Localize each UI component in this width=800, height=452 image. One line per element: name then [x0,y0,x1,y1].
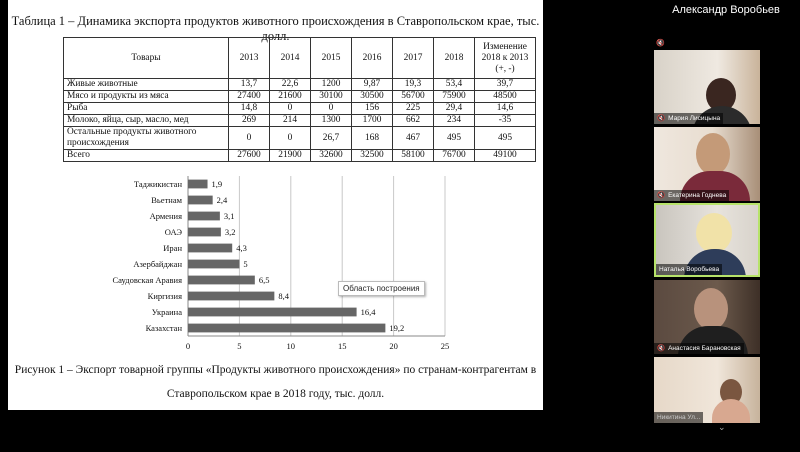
table-cell-value: 156 [352,103,393,115]
table-cell-value: 662 [393,115,434,127]
table-cell-value: 13,7 [229,79,270,91]
table-row [64,91,536,103]
plot-area-tooltip: Область построения [338,281,425,296]
participant-face [696,213,732,253]
table-cell-goods: Остальные продукты животного происхождения [64,127,229,150]
category-label: Казахстан [145,323,182,333]
participant-name-label: 🔇 Анастасия Барановская [654,343,744,354]
x-tick-label: 10 [286,341,296,351]
data-label: 1,9 [211,179,223,189]
participant-face [696,133,730,175]
table-row [64,115,536,127]
participant-tile-5[interactable] [654,357,760,423]
table-cell-value: 1300 [311,115,352,127]
table-header-row [64,38,536,79]
bar [188,260,239,269]
participant-tile-2[interactable] [654,127,760,201]
table-cell-value: 32500 [352,150,393,162]
participant-tile-3-active-speaker[interactable] [654,203,760,277]
bar [188,244,232,253]
participant-name-label: Никитина Ул... [654,412,703,423]
bar [188,196,213,205]
table-cell-value: 22,6 [270,79,311,91]
participant-name-label: 🔇 Мария Лисицына [654,113,723,124]
table-cell-value: 30500 [352,91,393,103]
table-cell-value: 26,7 [311,127,352,150]
header-2013: 2013 [229,38,270,79]
table-cell-goods: Рыба [64,103,229,115]
category-label: Украина [151,307,182,317]
table-cell-value: 30100 [311,91,352,103]
data-label: 19,2 [389,323,405,333]
table-cell-value: 0 [270,103,311,115]
category-label: Саудовская Аравия [112,275,182,285]
header-2018: 2018 [434,38,475,79]
table-cell-value: 19,3 [393,79,434,91]
table-cell-value: 495 [434,127,475,150]
table-cell-value: 21600 [270,91,311,103]
table-cell-value: 29,4 [434,103,475,115]
data-label: 8,4 [278,291,289,301]
chevron-down-icon[interactable]: ⌄ [718,423,726,433]
participant-name-label: Наталья Воробьева [656,264,722,275]
bar [188,212,220,221]
shared-document [8,0,543,410]
header-2014: 2014 [270,38,311,79]
muted-mic-icon: 🔇 [657,344,666,352]
table-cell-value: 32600 [311,150,352,162]
table-cell-goods: Мясо и продукты из мяса [64,91,229,103]
category-label: ОАЭ [164,227,182,237]
muted-mic-icon: 🔇 [657,114,666,122]
table-row [64,150,536,162]
x-tick-label: 15 [337,341,347,351]
table-cell-value: 1700 [352,115,393,127]
participant-tile-1[interactable] [654,50,760,124]
table-cell-value: 168 [352,127,393,150]
category-label: Армения [149,211,182,221]
table-cell-goods: Молоко, яйца, сыр, масло, мед [64,115,229,127]
bar [188,292,274,301]
export-table [63,37,536,162]
category-label: Вьетнам [151,195,182,205]
table-caption: Таблица 1 – Динамика экспорта продуктов животного происхождения в Ставропольском крае, тыс. долл. [11,14,540,43]
header-2017: 2017 [393,38,434,79]
export-bar-chart [8,172,543,360]
header-goods: Товары [64,38,229,79]
table-cell-value: 14,8 [229,103,270,115]
table-cell-value: 234 [434,115,475,127]
table-cell-value: -35 [475,115,536,127]
bar [188,324,385,333]
table-cell-value: 21900 [270,150,311,162]
table-row [64,103,536,115]
data-label: 5 [243,259,248,269]
table-cell-value: 58100 [393,150,434,162]
header-2015: 2015 [311,38,352,79]
table-cell-value: 53,4 [434,79,475,91]
bar [188,308,357,317]
host-name: Александр Воробьев [672,4,780,16]
x-tick-label: 25 [440,341,450,351]
table-cell-value: 49100 [475,150,536,162]
table-cell-value: 9,87 [352,79,393,91]
table-cell-value: 27400 [229,91,270,103]
table-row [64,79,536,91]
table-row [64,127,536,150]
figure-caption-line1: Рисунок 1 – Экспорт товарной группы «Продукты животного происхождения» по странам-контрагентам в [14,364,537,376]
muted-mic-icon: 🔇 [656,39,665,47]
data-label: 2,4 [216,195,228,205]
table-cell-goods: Живые животные [64,79,229,91]
header-change: Изменение 2018 к 2013 (+, -) [475,38,536,79]
video-participants-panel [652,0,800,452]
table-cell-value: 495 [475,127,536,150]
category-label: Азербайджан [133,259,182,269]
data-label: 4,3 [236,243,247,253]
data-label: 16,4 [360,307,376,317]
table-cell-value: 0 [311,103,352,115]
header-2016: 2016 [352,38,393,79]
table-cell-value: 0 [270,127,311,150]
muted-mic-icon: 🔇 [657,191,666,199]
bar [188,180,208,189]
table-cell-value: 14,6 [475,103,536,115]
x-tick-label: 5 [237,341,242,351]
table-cell-value: 48500 [475,91,536,103]
table-cell-value: 225 [393,103,434,115]
table-cell-value: 0 [229,127,270,150]
table-cell-value: 75900 [434,91,475,103]
table-cell-value: 39,7 [475,79,536,91]
table-cell-value: 76700 [434,150,475,162]
bar [188,276,255,285]
table-cell-value: 269 [229,115,270,127]
table-cell-value: 214 [270,115,311,127]
participant-name-label: 🔇 Екатерина Годнева [654,190,729,201]
data-label: 3,1 [223,211,235,221]
x-tick-label: 0 [185,341,191,351]
x-tick-label: 20 [389,341,398,351]
bar [188,228,221,237]
participant-tile-4[interactable] [654,280,760,354]
data-label: 6,5 [258,275,270,285]
table-cell-goods: Всего [64,150,229,162]
table-cell-value: 56700 [393,91,434,103]
category-label: Таджикистан [133,179,182,189]
participant-face [694,288,728,330]
table-cell-value: 27600 [229,150,270,162]
figure-caption-line2: Ставропольском крае в 2018 году, тыс. долл. [166,388,385,400]
table-cell-value: 1200 [311,79,352,91]
table-cell-value: 467 [393,127,434,150]
category-label: Иран [163,243,182,253]
category-label: Киргизия [147,291,182,301]
data-label: 3,2 [224,227,236,237]
